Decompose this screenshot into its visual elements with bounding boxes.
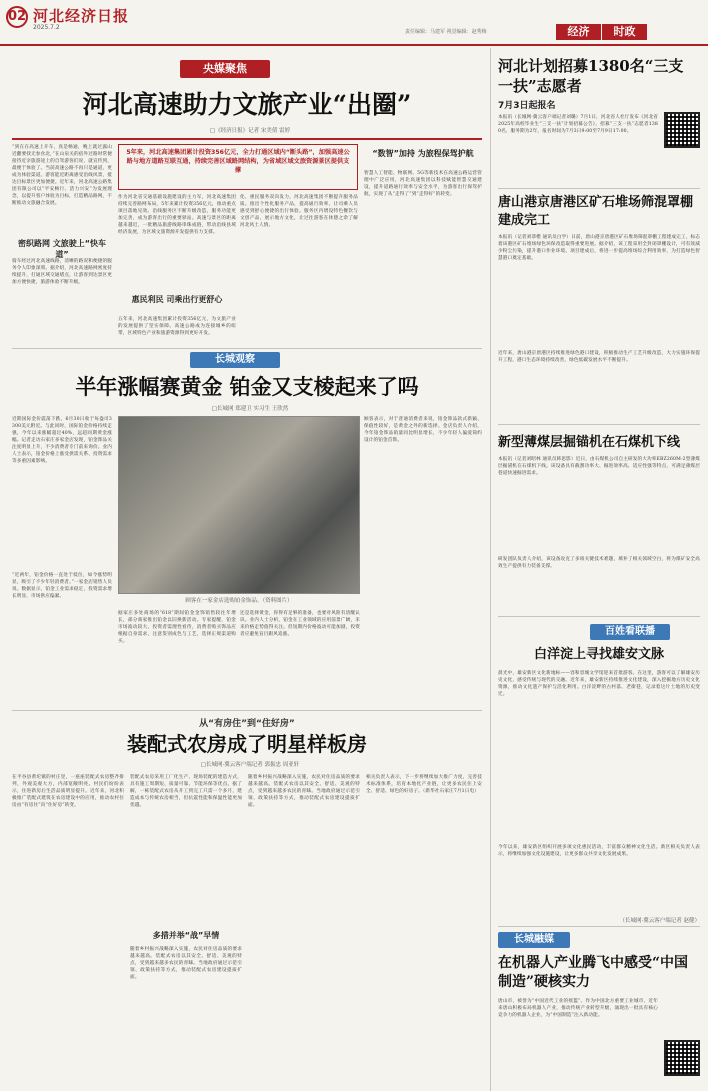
lead-headline: 河北高速助力文旅产业“出圈” xyxy=(82,90,412,119)
platinum-col4-text: 顾客表示，对于普通消费者来说，铂金饰品款式新颖、保值性较好，是黄金之外的新选择。金店负责人介绍，今年铂金饰品销量同比明显增长，不少年轻人偏爱简约设计的铂金首饰。 xyxy=(364,417,482,444)
robot-text: 唐山市，被誉为“中国近代工业的摇篮”。作为中国北方重要工业城市，近年来唐山积极布局机器人产业，推动传统产业转型升级，涌现出一批具有核心竞争力的机器人企业，为“中国制造”注入新动能。 xyxy=(498,999,658,1019)
tangshan-port-text: 本报讯（记者刘恭楷 通讯员白学）日前，唐山港京唐港区矿石堆场筛混罩棚工程建成完工，标志着该港区矿石堆场绿色环保改造取得重要进展。据介绍，该工程采用全封闭罩棚设计，可有效减少粉尘污染，提升港口作业环境。项目建成后，将进一步提高堆场综合利用效率，为打造绿色智慧港口奠定基础。 xyxy=(498,235,700,262)
platinum-photo-caption: 顾客在一家金店选购铂金饰品。（资料图片） xyxy=(185,598,293,604)
prefab-col2-subhead: 多措并举“战”早情 xyxy=(152,931,220,940)
column-tag-yangmei: 央媒聚焦 xyxy=(180,60,270,78)
lead-col3-text: 化、惠民服务双向发力，河北高速集团不断提升服务品质。推出个性化服务产品，提高通行效率，让司乘人员感受到舒心便捷的出行体验。服务区内增设特色餐饮与文创产品，展示地方文化，让过往游客在休憩之余了解河北风土人情。 xyxy=(240,195,358,229)
lead-col1-text: “到在在高速上开车，真是畅通，晚上就过露山近翻要找无参食北，”在山泉关的宿外过路时常便接待近亲旅游途上的自驾游客们说，就宣传到，最便于体验了。当前高速公路不再只是通道，更成为体验渠道。游客能近距离感受沿线风景，抵达目标景区更加便捷。近年来，河北高速公路集团有限公司以“平安畅行、活力兴安”为发展理念，以提升客户体验为目标，打造精品路网，不断推动文旅融合发展。 xyxy=(12,145,112,207)
coal-machine-text2: 研发团队负责人介绍，该设备攻克了多项关键技术难题，填补了相关领域空白，将为煤矿安全高效生产提供有力装备支撑。 xyxy=(498,557,700,570)
tangshan-port-text2: 近年来，唐山港京唐港区持续推进绿色港口建设，积极推动生产工艺升级改造，大力实施环保提升工程，港口生态环境持续改善，绿色低碳发展水平不断提升。 xyxy=(498,351,700,364)
xiongan-headline: 白洋淀上寻找雄安文脉 xyxy=(533,647,664,662)
prefab-col1-text: 在平谷县黄坨镇的村庄里，一座座装配式农房整齐排列，外观美观大方，内部宽敞明亮。村民们纷纷表示，住进新房后生活品质明显提升。近年来，河北积极推广装配式建筑在农房建设中的应用，推动农村住房由“有房住”向“住好房”转变。 xyxy=(12,775,124,809)
prefab-col2-more: 随着乡村振兴战略深入实施，农民对住房品质的要求越来越高。装配式农房以其安全、舒适、美观的特点，受到越来越多农民的青睐。当地政府通过示范引领、政策扶持等方式，推动装配式农房建设提质扩面。 xyxy=(130,947,242,981)
prefab-col2-text: 装配式农房采用工厂化生产、现场装配的建造方式，具有施工周期短、质量可靠、节能环保等优点。据了解，一栋装配式农房从开工到完工只需一个多月，建造成本与传统农房相当，但抗震性能和保温性能更加优越。 xyxy=(130,775,242,809)
qr-code-icon[interactable] xyxy=(664,112,700,148)
platinum-col1-text2: “近两年，铂金价格一直处于低位，如今涨势明显，吸引了不少年轻消费者。”一家金店销售人员说。数据显示，铂金工业需求稳定，投资需求增长明显，市场供应偏紧。 xyxy=(12,573,112,600)
lead-rule xyxy=(12,138,482,140)
lead-col2-text: 作为河北省交通基础设施建设的主力军，河北高速集团持续完善路网布局，5年来累计投资356亿元，推动重点项目落地见效。沿线服务区不断升级改造，服务功能更加完善，成为游客出行的重要驿站。高速与景区的距离越来越近，一批精品旅游线路串珠成链，带动沿线县域经济发展，为区域文旅资源开发提供有力支撑。 xyxy=(118,195,236,236)
publication-date: 2025.7.2 xyxy=(33,24,60,31)
section-divider xyxy=(498,188,700,189)
prefab-byline: □长城网·冀云客户端记者 郭振忠 周亚轩 xyxy=(200,762,300,768)
section-divider xyxy=(498,926,700,927)
platinum-col3-text: 还是选择黄金，你得有足够的准备，也要对风险有清醒认识。业内人士分析，铂金在工业领域的应用前景广阔，未来价格走势值得关注。但短期内价格波动可能加剧，投资者应避免盲目跟风追涨。 xyxy=(240,611,360,638)
platinum-jewelry-photo xyxy=(118,416,360,594)
coal-machine-text: 本报讯（记者刘昭林 通讯员韩思影）近日，由石煤机公司自主研发的大功率EBZ260M-2型薄煤层掘锚机在石煤机下线。该设备具有截割功率大、掘进效率高、适应性强等特点，可满足薄煤层巷道快速掘进需求。 xyxy=(498,457,700,477)
robot-headline: 在机器人产业腾飞中感受“中国制造”硬核实力 xyxy=(498,955,689,990)
newspaper-masthead: 河北经济日报 xyxy=(33,7,130,25)
volunteer-headline: 河北计划招募1380名“三支一扶”志愿者 xyxy=(498,57,684,95)
xiongan-text: 晨光中，雄安新区文化新地标——容和容城文学馆迎来首批游客。在这里，游客可以了解雄安历史文化，感受传统与现代的交融。近年来，雄安新区持续推进文化建设，深入挖掘地方历史文化资源，推动文化遗产保护与活化利用。白洋淀畔的古村落、老街巷，记录着这片土地的历史变迁。 xyxy=(498,671,700,698)
platinum-byline: □长城网 郑建卫 实习生 王欣然 xyxy=(211,406,289,412)
lead-col1-subhead: 密织路网 文旅驶上“快车道” xyxy=(17,239,107,259)
prefab-kicker: 从“有房住”到“住好房” xyxy=(199,719,295,729)
section-divider xyxy=(498,616,700,617)
lead-col1-text2: 骑车经过河北高速线路，清晰的路况和便捷的服务令人印象深刻。据介绍，河北高速路网密度持续提升，打通区域交通堵点，让游客到达景区更加方便快捷，旅游体验不断升级。 xyxy=(12,259,112,286)
prefab-col3-text: 随着乡村振兴战略深入实施，农民对住房品质的要求越来越高。装配式农房以其安全、舒适、美观的特点，受到越来越多农民的青睐。当地政府通过示范引领、政策扶持等方式，推动装配式农房建设提质扩面。 xyxy=(248,775,360,809)
xiongan-credit: （长城网·冀云客户端记者 赵健） xyxy=(619,918,700,924)
lead-highlight-box: 5年来，河北高速集团累计投资356亿元，全力打通区域内“断头路”，加强高速公路与地方道路互联互通，持续完善区域路网结构，为省域区域文旅资源景区提供支撑 xyxy=(118,144,358,190)
lead-col4-subhead: “数智”加持 为旅程保驾护航 xyxy=(372,149,474,158)
editor-credits: 责任编辑：马建军 视觉编辑：赵秀梅 xyxy=(405,29,487,35)
prefab-headline: 装配式农房成了明星样板房 xyxy=(127,732,367,756)
section-divider xyxy=(498,424,700,425)
column-tag-changcheng-observe: 长城观察 xyxy=(190,352,280,368)
volunteer-text: 本报讯（长城网·冀云客户端记者刘璐）7月1日，河北省人社厅发布《河北省2025年高校毕业生“三支一扶”计划招募公告》，招募“三支一扶”志愿者1380名，服务期为2年，报名时间为7月3日9:00至7月9日17:00。 xyxy=(498,115,658,135)
volunteer-subhead: 7月3日起报名 xyxy=(498,101,556,111)
page-header xyxy=(0,0,708,46)
column-divider xyxy=(490,48,491,1091)
platinum-headline: 半年涨幅赛黄金 铂金又支棱起来了吗 xyxy=(75,374,419,399)
column-tag-baixing: 百姓看联播 xyxy=(590,624,670,640)
lead-col4-text: 智慧人工智能、物联网、5G等新技术在高速公路运营管理中广泛应用，河北高速集团以科技赋能智慧交通建设，提升道路通行效率与安全水平，为游客出行保驾护航，实现了从“走得了”到“走得好”的转变。 xyxy=(364,171,482,198)
section-tab-economy[interactable]: 经济 xyxy=(556,24,601,40)
section-divider xyxy=(12,710,482,711)
column-tag-rongmei: 长城融媒 xyxy=(498,932,570,948)
prefab-col4-text: 相关负责人表示，下一步将继续加大推广力度，完善技术标准体系，培育本地化产业链，让更多农民住上安全、舒适、绿色的好房子。（新华社石家庄7月1日电） xyxy=(366,775,482,795)
tangshan-port-headline: 唐山港京唐港区矿石堆场筛混罩棚建成完工 xyxy=(498,195,694,228)
platinum-col2-text: 据家庄多处商场的“618”期间铂金金饰销售较往年增长，部分商家推出铂金以旧换新活动。专家提醒，铂金市场波动较大，投资者需理性看待，消费者购买饰品应根据自身需求，注意鉴别成色与工艺，选择正规渠道购买。 xyxy=(118,611,236,645)
xiongan-text2: 今年以来，雄安新区组织开展多项文化惠民活动，丰富群众精神文化生活。新区相关负责人表示，将继续加强文化设施建设，让更多群众共享文化发展成果。 xyxy=(498,845,700,858)
lead-byline: □《经济日报》记者 宋美倩 雷婷 xyxy=(209,128,291,134)
section-divider xyxy=(12,348,482,349)
lead-col2-subhead: 惠民利民 司乘出行更舒心 xyxy=(131,295,223,304)
platinum-col1-text: 近期国际金价震荡下跌，6月30日收于每盎司3300美元附近。与此同时，国际铂金价格持续走强，今年以来涨幅超过40%，远超同期黄金涨幅。记者走访石家庄多家金店发现，铂金饰品关注度明显上升，不少消费者专门前来询价。业内人士表示，铂金价格上涨受供需关系、投资需求等多重因素影响。 xyxy=(12,417,112,465)
section-tab-politics[interactable]: 时政 xyxy=(602,24,647,40)
page-number: 02 xyxy=(6,6,28,28)
qr-code-icon[interactable] xyxy=(664,1040,700,1076)
coal-machine-headline: 新型薄煤层掘锚机在石煤机下线 xyxy=(498,435,681,450)
lead-col2-text2: 五年来，河北高速集团累计投资356亿元，为文旅产业的发展提供了坚实保障。高速公路成为连接城乡的纽带，区域特色产业和旅游资源得到更好开发。 xyxy=(118,317,236,337)
